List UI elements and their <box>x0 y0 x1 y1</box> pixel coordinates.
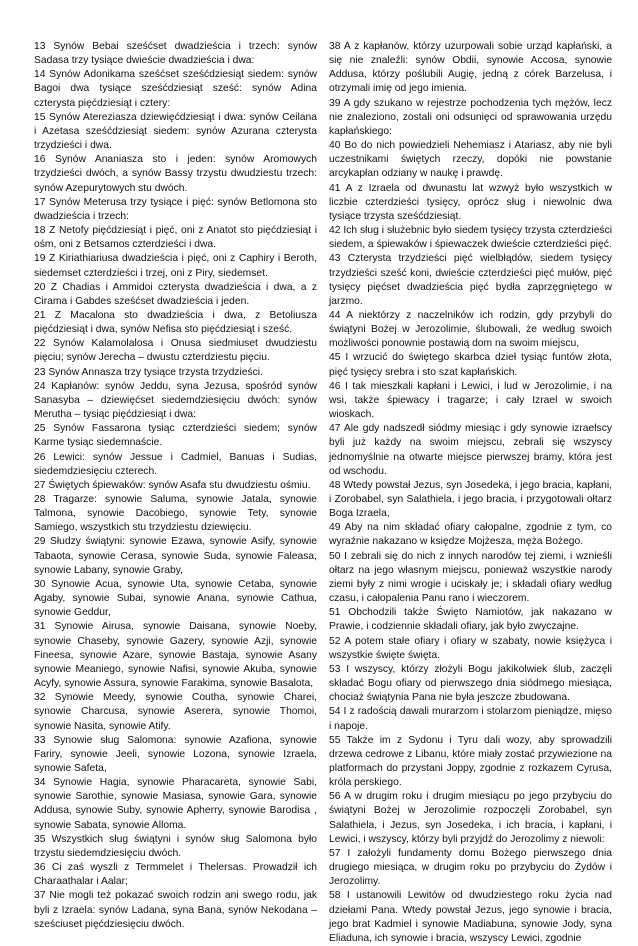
verse-paragraph: 20 Z Chadias i Ammidoi czterysta dwadzieścia i dwa, a z Cirama i Gabdes sześćset dwadzieścia i jeden. <box>34 281 317 307</box>
verse-paragraph: 50 I zebrali się do nich z innych narodów tej ziemi, i wznieśli ołtarz na jego własnym miejscu, ponieważ wszystkie narody ziemi były z nimi wrogie i uciskały je; i składali ofiary według czasu, i całopalenia Panu rano i wieczorem. <box>329 550 612 605</box>
verse-paragraph: 23 Synów Annasza trzy tysiące trzysta trzydzieści. <box>34 366 263 378</box>
verse-paragraph: 53 I wszyscy, którzy złożyli Bogu jakikolwiek ślub, zaczęli składać Bogu ofiary od pierwszego dnia siódmego miesiąca, chociaż świątynia Pana nie była jeszcze zbudowana. <box>329 663 612 704</box>
verse-paragraph: 57 I założyli fundamenty domu Bożego pierwszego dnia drugiego miesiąca, w drugim roku po przybyciu do Żydów i Jerozolimy. <box>329 847 612 888</box>
verse-paragraph: 37 Nie mogli też pokazać swoich rodzin ani swego rodu, jak byli z Izraela: synów Ladana, syna Bana, synów Nekodana – sześciuset pięćdziesięciu dwóch. <box>34 890 317 930</box>
verse-paragraph: 55 Także im z Sydonu i Tyru dali wozy, aby sprowadzili drzewa cedrowe z Libanu, które miały zostać przywiezione na platformach do przystani Joppy, zgodnie z rozkazem Cyrusa, króla perskiego. <box>329 734 612 789</box>
verse-paragraph: 41 A z Izraela od dwunastu lat wzwyż było wszystkich w liczbie czterdzieści tysięcy, oprócz sług i niewolnic dwa tysiące trzysta sześćdziesiąt. <box>329 182 612 222</box>
verse-paragraph: 22 Synów Kalamolalosa i Onusa siedmiuset dwudziestu pięciu; synów Jerecha – dwustu czterdziestu pięciu. <box>34 338 317 364</box>
verse-paragraph: 32 Synowie Meedy, synowie Coutha, synowie Charei, synowie Charcusa, synowie Aserera, synowie Thomoi, synowie Nasita, synowie Atify. <box>34 692 317 732</box>
verse-paragraph: 48 Wtedy powstał Jezus, syn Josedeka, i jego bracia, kapłani, i Zorobabel, syn Salathiela, i jego bracia, i przygotowali ołtarz Boga Izraela, <box>329 479 612 520</box>
verse-paragraph: 51 Obchodzili także Święto Namiotów, jak nakazano w Prawie, i codziennie składali ofiary, jak było zwyczajne. <box>329 607 612 633</box>
document-page <box>34 40 612 944</box>
verse-paragraph: 19 Z Kiriathiariusa dwadzieścia i pięć, oni z Caphiry i Beroth, siedemset czterdzieści i trzej, oni z Piry, siedemset. <box>34 253 317 279</box>
verse-paragraph: 33 Synowie sług Salomona: synowie Azafiona, synowie Fariry, synowie Jeeli, synowie Lozona, synowie Izraela, synowie Safeta, <box>34 734 317 774</box>
verse-paragraph: 40 Bo do nich powiedzieli Nehemiasz i Atariasz, aby nie byli uczestnikami świętych rzeczy, dopóki nie powstanie arcykapłan odziany w naukę i prawdę. <box>329 140 612 180</box>
verse-paragraph: 17 Synów Meterusa trzy tysiące i pięć: synów Betlomona sto dwadzieścia i trzech: <box>34 196 317 222</box>
verse-paragraph: 39 A gdy szukano w rejestrze pochodzenia tych mężów, lecz nie znaleziono, zostali oni odsunięci od sprawowania urzędu kapłańskiego: <box>329 97 612 137</box>
verse-paragraph: 36 Ci zaś wyszli z Termmelet i Thelersas. Prowadził ich Charaathalar i Aalar; <box>34 862 317 888</box>
verse-paragraph: 15 Synów Atereziasza dziewięćdziesiąt i dwa: synów Ceilana i Azetasa sześćdziesiąt siedem: synów Azurana czterysta trzydzieści i dwa. <box>34 111 317 152</box>
verse-paragraph: 27 Święty​ch śpiewaków: synów Asafa stu dwudziestu ośmiu. <box>34 479 311 491</box>
verse-paragraph: 38 A z kapłanów, którzy uzurpowali sobie urząd kapłański, a się nie znaleźli: synów Obdii, synowie Accosa, synowie Addusa, którzy poślubili Augię, jedną z córek Barzelusa, i otrzymali imię od jego imienia. <box>329 41 612 95</box>
verse-paragraph: 14 Synów Adonikama sześćset sześćdziesiąt siedem: synów Bagoi dwa tysiące sześćdziesiąt sześć: synów Adina czterysta pięćdziesiąt i cztery: <box>34 69 317 109</box>
verse-paragraph: 56 A w drugim roku i drugim miesiącu po jego przybyciu do świątyni Bożej w Jerozolimie rozpoczęli Zorobabel, syn Salathiela, i Jezus, syn Josedeka, i ich bracia, i kapłani, i Lewici, i wszyscy, którzy byli przyjdź do Jerozolimy z niewoli: <box>329 791 612 845</box>
right-text-column <box>329 40 612 944</box>
verse-paragraph: 42 Ich sług i służebnic było siedem tysięcy trzysta czterdzieści siedem, a śpiewaków i śpiewaczek dwieście czterdzieści pięć. <box>329 225 612 251</box>
verse-paragraph: 25 Synów Fassarona tysiąc czterdzieści siedem; synów Karme tysiąc siedemnaście. <box>34 423 317 449</box>
verse-paragraph: 54 I z radością dawali murarzom i stolarzom pieniądze, mięso i napoje. <box>329 706 612 732</box>
verse-paragraph: 29 Słudzy świątyni: synowie Ezawa, synowie Asify, synowie Tabaota, synowie Cerasa, synowie Suda, synowie Faleasa, synowie Labany, synowie Graby, <box>34 536 317 576</box>
left-text-column <box>34 40 317 930</box>
verse-paragraph: 21 Z Macalona sto dwadzieścia i dwa, z Betoliusza pięćdziesiąt i dwa, synów Nefisa sto pięćdziesiąt i sześć. <box>34 309 317 336</box>
verse-paragraph: 18 Z Netofy pięćdziesiąt i pięć, oni z Anatot sto pięćdziesiąt i ośm, oni z Betsamos czterdzieści i dwa. <box>34 225 317 251</box>
verse-paragraph: 52 A potem stałe ofiary i ofiary w szabaty, nowie księżyca i wszystkie święte święta. <box>329 635 612 661</box>
verse-paragraph: 28 Tragarze: synowie Saluma, synowie Jatala, synowie Talmona, synowie Dacobiego, synowie Tety, synowie Samiego, wszystkich stu trzydziestu dziewięciu. <box>34 494 317 534</box>
verse-paragraph: 13 Synów Bebai sześćset dwadzieścia i trzech: synów Sadasa trzy tysiące dwieście dwadzieścia i dwa: <box>34 41 317 67</box>
verse-paragraph: 16 Synów Ananiasza sto i jeden: synów Aromowych trzydzieści dwóch, a synów Bassy trzystu dwudziestu trzech: synów Azepurytowych stu dwóch. <box>34 154 317 194</box>
verse-paragraph: 49 Aby na nim składać ofiary całopalne, zgodnie z tym, co wyraźnie nakazano w księdze Mojżesza, męża Bożego. <box>329 522 612 548</box>
verse-paragraph: 58 I ustanowili Lewitów od dwudziestego roku życia nad dziełami Pana. Wtedy powstał Jezus, jego synowie i bracia, jego brat Kadmiel i synowie Madiabuna, synowie Jody, syna Eliaduna, ich synowie i bracia, wszyscy Lewici, zgodnie <box>329 890 612 944</box>
verse-paragraph: 24 Kapłanów: synów Jeddu, syna Jezusa, spośród synów Sanasyba – dziewięćset siedemdziesięciu dwóch: synów Merutha – tysiąc pięćdziesiąt i dwa: <box>34 380 317 421</box>
verse-paragraph: 43 Czterysta trzydzieści pięć wielbłądów, siedem tysięcy trzydzieści sześć koni, dwieście czterdzieści pięć mułów, pięć tysięcy pięćset dwadzieścia pięć bydła zaprzęgniętego w jarzmo. <box>329 253 612 307</box>
verse-paragraph: 30 Synowie Acua, synowie Uta, synowie Cetaba, synowie Agaby, synowie Subai, synowie Anana, synowie Cathua, synowie Geddur, <box>34 578 317 619</box>
verse-paragraph: 35 Wszystkich sług świątyni i synów sług Salomona było trzystu siedemdziesięciu dwóch. <box>34 833 317 859</box>
verse-paragraph: 34 Synowie Hagia, synowie Pharacareta, synowie Sabi, synowie Sarothie, synowie Masiasa, synowie Gara, synowie Addusa, synowie Suby, synowie Apherry, synowie Barodisa , synowie Sabata, synowie Alloma. <box>34 777 317 831</box>
verse-paragraph: 46 I tak mieszkali kapłani i Lewici, i lud w Jerozolimie, i na wsi, także śpiewacy i tragarze; i cały Izrael w swoich wioskach. <box>329 380 612 421</box>
verse-paragraph: 47 Ale gdy nadszedł siódmy miesiąc i gdy synowie izraelscy byli już każdy na swoim miejscu, zebrali się wszyscy jednomyślnie na otwarte miejsce pierwszej bramy, która jest od wschodu. <box>329 423 612 477</box>
verse-paragraph: 26 Lewici: synów Jessue i Cadmiel, Banuas i Sudias, siedemdziesięciu czterech. <box>34 451 317 477</box>
verse-paragraph: 44 A niektórzy z naczelników ich rodzin, gdy przybyli do świątyni Bożej w Jerozolimie, ślubowali, że według swoich możliwości ponownie postawią dom na swoim miejscu, <box>329 309 612 350</box>
verse-paragraph: 31 Synowie Airusa, synowie Daisana, synowie Noeby, synowie Chaseby, synowie Gazery, synowie Azji, synowie Fineesa, synowie Azare, synowie Bastaja, synowie Asany synowie Meaniego, synowie Nafisi, synowie Akuba, synowie Acyfy, synowie Assura, synowie Farakima, synowie Basalota, <box>34 621 317 690</box>
verse-paragraph: 45 I wrzucić do świętego skarbca dzieł tysiąc funtów złota, pięć tysięcy srebra i sto szat kapłańskich. <box>329 352 612 378</box>
